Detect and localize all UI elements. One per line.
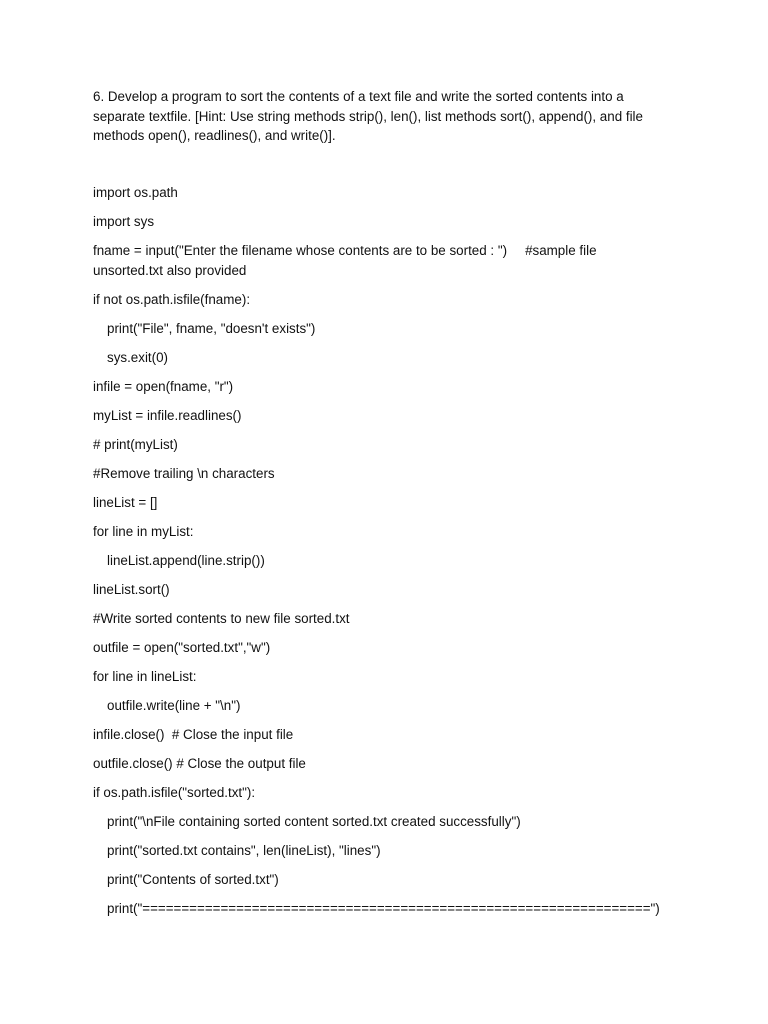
code-block [93,183,693,928]
code-comment: #sample file unsorted.txt also provided [93,243,597,278]
code-line: print("=================================================================") [107,900,660,916]
code-line: import sys [93,214,155,229]
code-line: for line in myList: [93,523,194,539]
code-line: outfile.write(line + "\n") [107,697,241,713]
code-line: for line in lineList: [93,668,197,684]
code-line: #Remove trailing \n characters [93,465,275,481]
code-line: print("sorted.txt contains", len(lineList), "lines") [107,842,381,858]
code-line: print("\nFile containing sorted content sorted.txt created successfully") [107,813,521,829]
code-line: import os.path [93,185,178,200]
code-line: lineList.append(line.strip()) [107,552,265,568]
code-line: print("File", fname, "doesn't exists") [107,320,316,336]
code-line: myList = infile.readlines() [93,407,242,423]
code-line [93,241,663,280]
code-line: outfile.close() # Close the output file [93,755,306,771]
code-line: outfile = open("sorted.txt","w") [93,639,271,655]
code-line: lineList.sort() [93,581,170,597]
code-line: if os.path.isfile("sorted.txt"): [93,784,256,800]
code-line: sys.exit(0) [107,349,169,365]
code-line: #Write sorted contents to new file sorted.txt [93,610,350,626]
code-line: infile = open(fname, "r") [93,378,234,394]
question-text: 6. Develop a program to sort the contents of a text file and write the sorted contents into a separate textfile. [Hint: Use string methods strip(), len(), list methods sort(), append(), and file methods open(), readlines(), and write()]. [93,89,643,143]
code-line: print("Contents of sorted.txt") [107,871,279,887]
code-line: lineList = [] [93,494,158,510]
code-line: # print(myList) [93,436,178,452]
code-statement: fname = input("Enter the filename whose contents are to be sorted : ") [93,243,508,258]
code-line: infile.close() # Close the input file [93,726,294,742]
code-line: if not os.path.isfile(fname): [93,291,251,307]
